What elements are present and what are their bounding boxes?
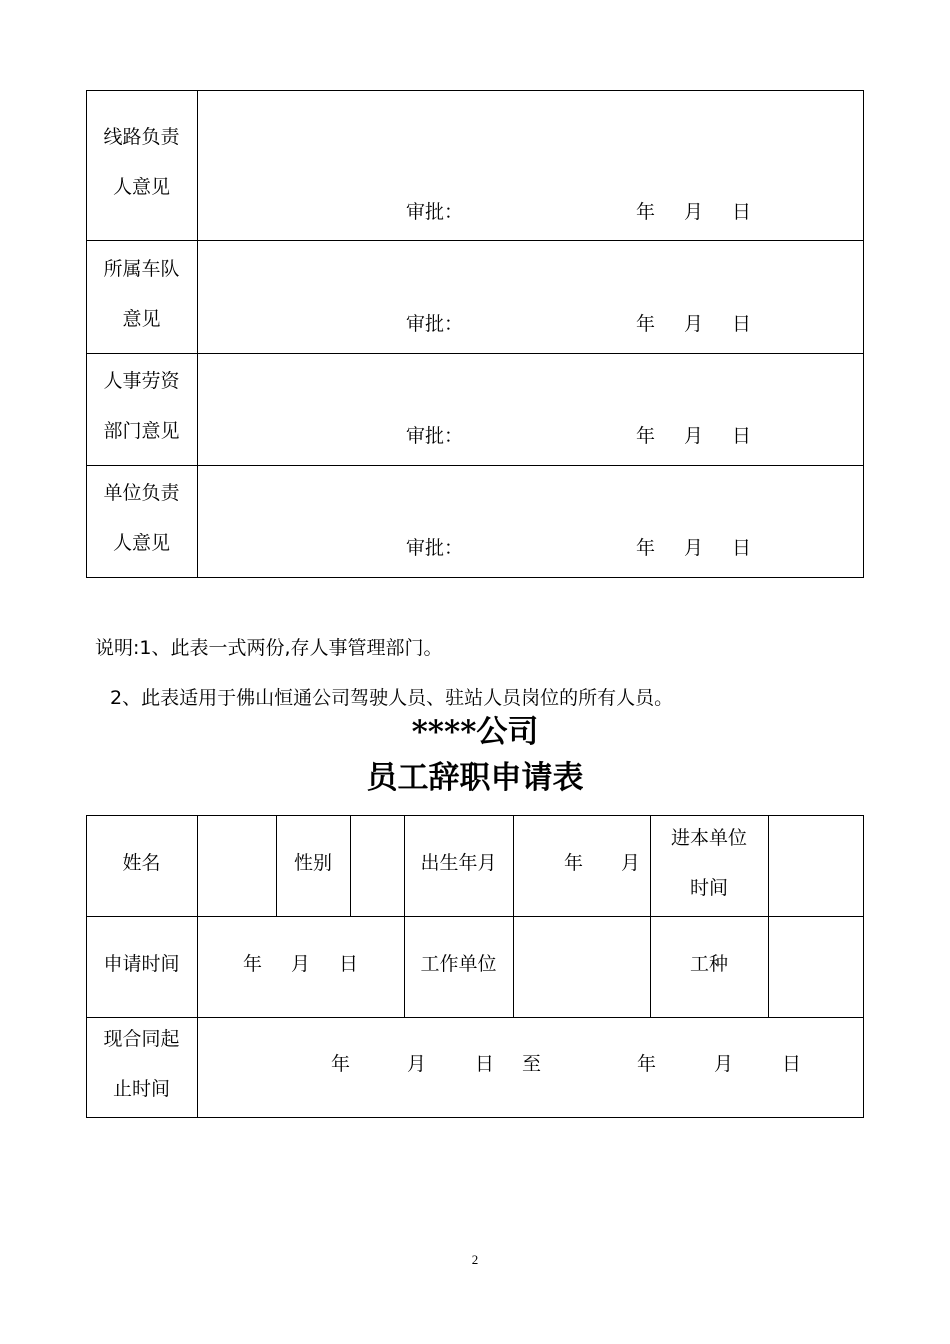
day-label: 日 [732,537,752,559]
year-label: 年 [636,537,656,559]
to-month-label: 月 [714,1053,734,1075]
join-date-label-line2: 时间 [689,877,728,899]
month-label: 月 [684,313,704,335]
apply-month-label: 月 [291,953,311,975]
apply-time-label: 申请时间 [103,953,180,975]
form-title: 员工辞职申请表 [366,760,584,796]
month-label: 月 [684,425,704,447]
year-label: 年 [636,201,656,223]
year-label: 年 [636,425,656,447]
approve-label: 审批： [406,313,464,335]
note-line-2: 2、此表适用于佛山恒通公司驾驶人员、驻站人员岗位的所有人员。 [110,687,674,709]
month-label: 月 [684,201,704,223]
day-label: 日 [732,425,752,447]
day-label: 日 [732,201,752,223]
apply-year-label: 年 [243,953,263,975]
row-label-line1: 线路负责 [103,126,180,148]
company-title: ****公司 [411,714,539,750]
apply-day-label: 日 [339,953,359,975]
birth-label: 出生年月 [420,852,497,874]
from-year-label: 年 [331,1053,351,1075]
contract-label-line1: 现合同起 [103,1028,180,1050]
approve-label: 审批： [406,201,464,223]
note-line-1: 说明:1、此表一式两份,存人事管理部门。 [95,637,443,659]
row-label-line2: 意见 [122,308,161,330]
year-label: 年 [636,313,656,335]
gender-label: 性别 [293,852,332,874]
name-label: 姓名 [122,852,161,874]
row-label-line1: 单位负责 [103,482,180,504]
approve-label: 审批： [406,537,464,559]
row-label-line1: 人事劳资 [103,370,180,392]
from-day-label: 日 [475,1053,495,1075]
row-label-line2: 人意见 [112,176,170,198]
join-date-label-line1: 进本单位 [670,827,747,849]
row-label-line1: 所属车队 [103,258,180,280]
day-label: 日 [732,313,752,335]
approve-label: 审批： [406,425,464,447]
contract-label-line2: 止时间 [112,1078,170,1100]
to-day-label: 日 [782,1053,802,1075]
job-type-label: 工种 [689,953,728,975]
row-label-line2: 人意见 [112,532,170,554]
from-month-label: 月 [407,1053,427,1075]
workplace-label: 工作单位 [420,953,497,975]
to-year-label: 年 [637,1053,657,1075]
page-number: 2 [471,1252,479,1267]
row-label-line2: 部门意见 [103,420,180,442]
month-label: 月 [684,537,704,559]
birth-year-label: 年 [564,852,584,874]
birth-month-label: 月 [621,852,641,874]
to-label: 至 [522,1053,542,1075]
